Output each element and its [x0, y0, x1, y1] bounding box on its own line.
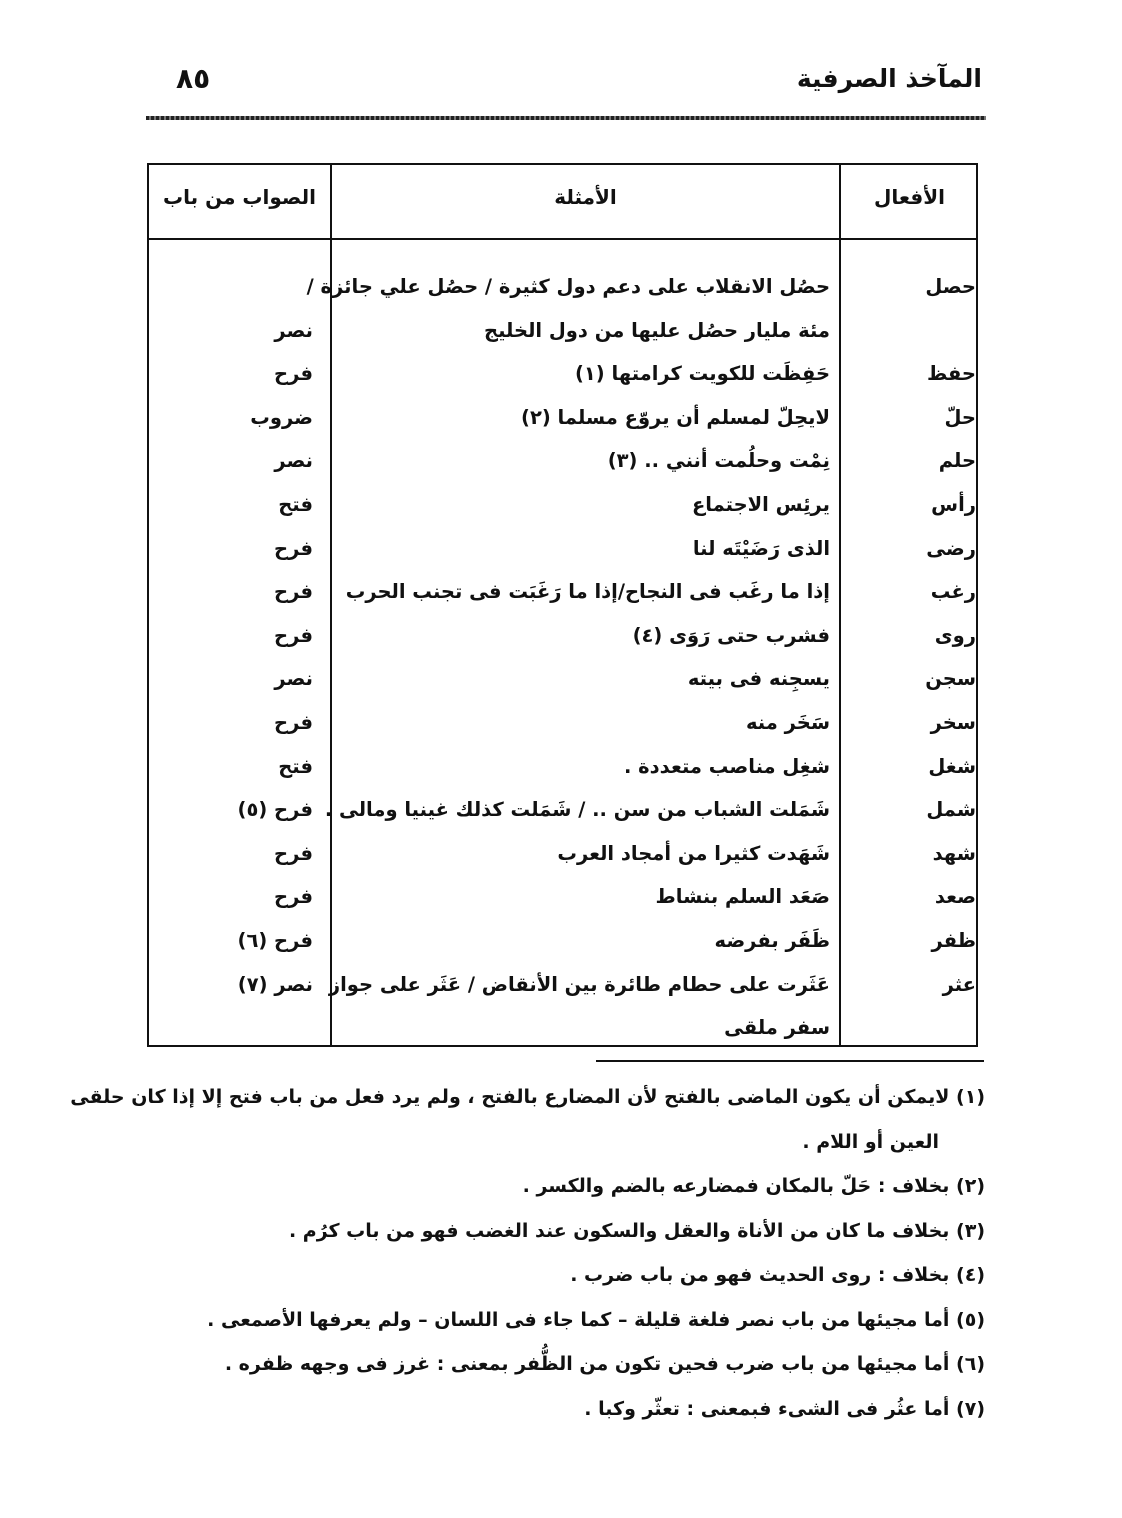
- correct-cell: ضروب: [250, 405, 313, 429]
- correct-cell: فرح (٦): [237, 928, 313, 952]
- footnote: (٥) أما مجيئها من باب نصر فلغة قليلة – كما جاء فى اللسان – ولم يعرفها الأصمعى .: [207, 1308, 985, 1331]
- table-row: [149, 788, 976, 832]
- verb-cell: سخر: [930, 710, 976, 734]
- correct-cell: نصر: [274, 449, 313, 473]
- example-cell: مئة مليار حصُل عليها من دول الخليج: [484, 318, 830, 342]
- verb-cell: صعد: [934, 885, 976, 909]
- example-cell: شَمَلت الشباب من سن .. / شَمَلت كذلك غينيا ومالى .: [324, 798, 830, 822]
- correct-cell: فرح: [274, 710, 313, 734]
- correct-cell: فرح: [274, 885, 313, 909]
- column-header-verbs: الأفعال: [874, 185, 945, 209]
- correct-cell: فرح: [274, 580, 313, 604]
- example-cell: فشرب حتى رَوَى (٤): [632, 623, 830, 647]
- table-row: [149, 657, 976, 701]
- example-cell: يسجِنه فى بيته: [687, 667, 830, 691]
- header-row-divider: [149, 238, 976, 240]
- example-cell: الذى رَضَيْتَه لنا: [692, 536, 830, 560]
- verbs-table: [147, 163, 978, 1047]
- example-cell: ظَفَر بفرضه: [714, 928, 830, 952]
- verb-cell: عثر: [942, 972, 976, 996]
- example-cell: شَهَدت كثيرا من أمجاد العرب: [557, 841, 830, 865]
- column-header-examples: الأمثلة: [554, 185, 617, 209]
- correct-cell: فتح: [278, 492, 313, 516]
- table-row: [149, 483, 976, 527]
- verb-cell: ظفر: [931, 928, 976, 952]
- table-row: [149, 570, 976, 614]
- table-row: [149, 832, 976, 876]
- table-row: [149, 1006, 976, 1050]
- footnote-divider: [596, 1060, 984, 1062]
- table-row: [149, 396, 976, 440]
- correct-cell: فرح: [274, 536, 313, 560]
- table-row: [149, 745, 976, 789]
- example-cell: إذا ما رغَب فى النجاح/إذا ما رَغَبَت فى تجنب الحرب: [345, 580, 830, 604]
- verb-cell: حفظ: [927, 362, 976, 386]
- page-number: ٨٥: [176, 62, 211, 95]
- footnote: (٣) بخلاف ما كان من الأناة والعقل والسكون عند الغضب فهو من باب كرُم .: [288, 1219, 985, 1242]
- footnote: (٤) بخلاف : روى الحديث فهو من باب ضرب .: [570, 1264, 985, 1286]
- correct-cell: نصر (٧): [237, 972, 313, 996]
- example-cell: شغِل مناصب متعددة .: [623, 754, 830, 778]
- table-row: [149, 614, 976, 658]
- footnotes: [70, 1075, 985, 1431]
- column-header-correct: الصواب من باب: [163, 185, 316, 209]
- verb-cell: رضى: [926, 536, 976, 560]
- table-row: [149, 963, 976, 1007]
- example-cell: سَخَر منه: [745, 710, 830, 734]
- table-row: [149, 527, 976, 571]
- header-divider: [146, 116, 986, 120]
- correct-cell: فرح: [274, 623, 313, 647]
- example-cell: لايحِلّ لمسلم أن يروّع مسلما (٢): [521, 405, 830, 429]
- example-cell: سفر ملقى: [724, 1016, 830, 1040]
- footnote: (٧) أما عثُر فى الشىء فبمعنى : تعثّر وكبا .: [584, 1397, 985, 1420]
- correct-cell: فرح: [274, 841, 313, 865]
- example-cell: صَعَد السلم بنشاط: [655, 885, 830, 909]
- verb-cell: شهد: [932, 841, 976, 865]
- table-row: [149, 352, 976, 396]
- table-row: [149, 265, 976, 309]
- example-cell: حصُل الانقلاب على دعم دول كثيرة / حصُل علي جائزة /: [306, 275, 830, 298]
- verb-cell: رغب: [930, 580, 976, 604]
- running-header-title: المآخذ الصرفية: [796, 64, 982, 93]
- verb-cell: روى: [934, 623, 976, 647]
- verb-cell: سجن: [925, 667, 976, 691]
- correct-cell: فرح (٥): [237, 798, 313, 822]
- correct-cell: فرح: [274, 362, 313, 386]
- correct-cell: فتح: [278, 754, 313, 778]
- table-body: [149, 265, 976, 1050]
- table-row: [149, 309, 976, 353]
- footnote: (٢) بخلاف : حَلّ بالمكان فمضارعه بالضم والكسر .: [522, 1175, 985, 1197]
- verb-cell: شغل: [928, 754, 976, 778]
- table-row: [149, 439, 976, 483]
- table-row: [149, 919, 976, 963]
- verb-cell: حلّ: [944, 405, 976, 429]
- verb-cell: شمل: [926, 798, 976, 822]
- correct-cell: نصر: [274, 318, 313, 342]
- footnote: (٦) أما مجيئها من باب ضرب فحين تكون من الظُّفر بمعنى : غرز فى وجهه ظفره .: [224, 1353, 985, 1375]
- verb-cell: حصل: [925, 275, 976, 298]
- table-row: [149, 875, 976, 919]
- correct-cell: نصر: [274, 667, 313, 691]
- verb-cell: رأس: [931, 492, 976, 516]
- example-cell: حَفِظَت للكويت كرامتها (١): [574, 362, 830, 386]
- example-cell: عَثَرت على حطام طائرة بين الأنقاض / عَثَر على جواز: [328, 972, 830, 996]
- example-cell: يرئِس الاجتماع: [691, 492, 830, 516]
- table-row: [149, 701, 976, 745]
- example-cell: نِمْت وحلُمت أنني .. (٣): [607, 449, 830, 473]
- footnote: (١) لايمكن أن يكون الماضى بالفتح لأن المضارع بالفتح ، ولم يرد فعل من باب فتح إلا إذا كان حلقى: [70, 1086, 985, 1108]
- footnote: العين أو اللام .: [802, 1130, 939, 1153]
- verb-cell: حلم: [938, 449, 976, 473]
